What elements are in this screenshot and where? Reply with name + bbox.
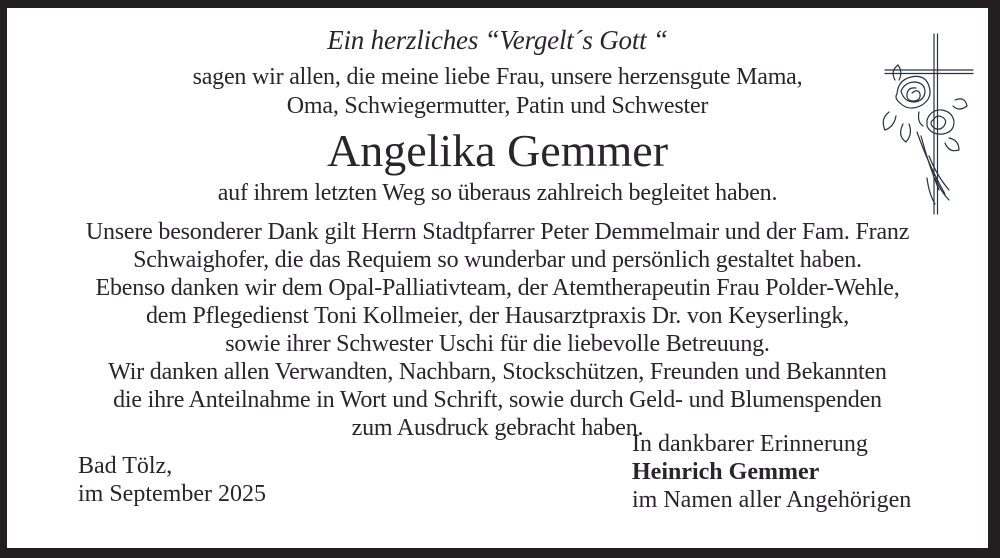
closing-block	[632, 430, 911, 514]
body-line: Unsere besonderer Dank gilt Herrn Stadtpfarrer Peter Demmelmair und der Fam. Franz	[85, 219, 910, 245]
date-line: im September 2025	[78, 481, 266, 507]
body-line: zum Ausdruck gebracht haben.	[351, 415, 644, 441]
cross-with-roses-icon	[875, 28, 979, 220]
thanks-paragraphs	[7, 218, 988, 442]
body-line: sowie ihrer Schwester Uschi für die liebevolle Betreuung.	[225, 331, 770, 357]
intro-line: sagen wir allen, die meine liebe Frau, unsere herzensgute Mama,	[192, 64, 803, 90]
subtitle-line: auf ihrem letzten Weg so überaus zahlreich begleitet haben.	[217, 180, 778, 206]
notice-text-column	[7, 8, 988, 442]
mourner-name: Heinrich Gemmer	[632, 459, 820, 485]
body-line: Ebenso danken wir dem Opal-Palliativteam, der Atemtherapeutin Frau Polder-Wehle,	[95, 275, 900, 301]
deceased-name: Angelika Gemmer	[326, 125, 669, 176]
body-line: dem Pflegedienst Toni Kollmeier, der Hausarztpraxis Dr. von Keyserlingk,	[145, 303, 849, 329]
closing-line: In dankbarer Erinnerung	[632, 431, 868, 457]
place-date-block	[78, 452, 266, 508]
body-line: Wir danken allen Verwandten, Nachbarn, Stockschützen, Freunden und Bekannten	[108, 359, 887, 385]
body-line: Schwaighofer, die das Requiem so wunderbar und persönlich gestaltet haben.	[133, 247, 862, 273]
place-line: Bad Tölz,	[78, 453, 173, 479]
closing-line: im Namen aller Angehörigen	[632, 487, 912, 513]
notice-sheet	[7, 8, 988, 548]
intro-line: Oma, Schwiegermutter, Patin und Schwester	[286, 93, 709, 119]
body-line: die ihre Anteilnahme in Wort und Schrift, sowie durch Geld- und Blumenspenden	[113, 387, 882, 413]
headline-quote: Ein herzliches “Vergelt´s Gott “	[327, 25, 668, 55]
